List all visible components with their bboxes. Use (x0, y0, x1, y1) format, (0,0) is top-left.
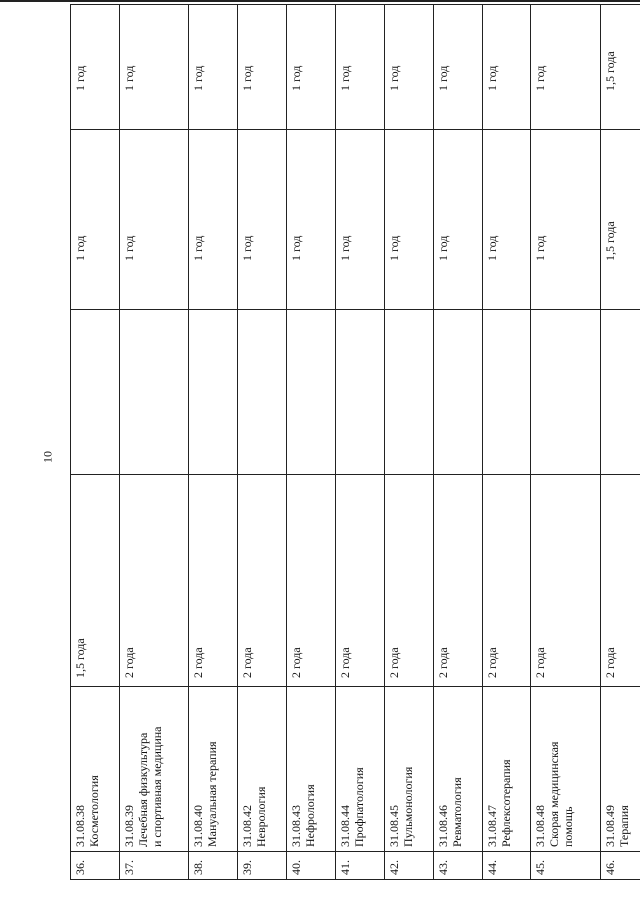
duration-table-wrapper (70, 5, 640, 880)
cell-text: 42. (386, 860, 401, 875)
cell-text: 2 года (240, 647, 255, 678)
cell-text: 2 года (435, 647, 450, 678)
cell-text: 1 год (240, 65, 255, 91)
specialty-code: 31.08.40 (191, 805, 206, 847)
duration-cell-6 (287, 5, 336, 130)
duration-cell-3 (119, 475, 189, 687)
table-row (601, 5, 640, 880)
duration-table (70, 4, 640, 880)
specialty-cell (119, 687, 189, 852)
cell-text: 1 год (121, 235, 136, 261)
table-row (71, 5, 120, 880)
specialty-name: Пульмонология (400, 766, 415, 847)
specialty-cell (287, 687, 336, 852)
page-number: 10 (40, 451, 55, 463)
specialty-cell (238, 687, 287, 852)
table-row (384, 5, 433, 880)
duration-cell-3 (482, 475, 531, 687)
cell-text: 1 год (191, 235, 206, 261)
cell-text: 36. (73, 860, 87, 875)
specialty-code: 31.08.46 (435, 805, 450, 847)
cell-text: 40. (289, 860, 304, 875)
table-row (189, 5, 238, 880)
top-rule (0, 0, 640, 2)
duration-cell-4 (531, 310, 601, 475)
duration-cell-5 (71, 130, 120, 310)
duration-cell-6 (531, 5, 601, 130)
duration-cell-3 (287, 475, 336, 687)
duration-cell-5 (482, 130, 531, 310)
cell-text: 1 год (533, 65, 548, 91)
cell-text: 1,5 года (73, 638, 87, 678)
specialty-name: Профпатология (352, 767, 367, 847)
duration-cell-4 (189, 310, 238, 475)
cell-text: 37. (121, 860, 136, 875)
specialty-cell (531, 687, 601, 852)
table-body (71, 5, 640, 880)
row-number (601, 852, 640, 880)
row-number (433, 852, 482, 880)
table-row (119, 5, 189, 880)
specialty-name: Ревматология (449, 777, 464, 847)
specialty-cell (336, 687, 385, 852)
cell-text: 38. (191, 860, 206, 875)
duration-cell-6 (482, 5, 531, 130)
duration-cell-3 (601, 475, 640, 687)
duration-cell-4 (238, 310, 287, 475)
cell-text: 1 год (191, 65, 206, 91)
cell-text: 1 год (533, 235, 548, 261)
cell-text: 1 год (338, 235, 353, 261)
specialty-name: Мануальная терапия (205, 741, 220, 847)
duration-cell-3 (433, 475, 482, 687)
cell-text: 1,5 года (603, 221, 618, 261)
specialty-code: 31.08.39 (121, 805, 136, 847)
duration-cell-6 (601, 5, 640, 130)
cell-text: 1 год (73, 235, 87, 261)
duration-cell-4 (71, 310, 120, 475)
row-number (238, 852, 287, 880)
duration-cell-5 (336, 130, 385, 310)
duration-cell-5 (384, 130, 433, 310)
specialty-code: 31.08.49 (603, 805, 618, 847)
specialty-cell (71, 687, 120, 852)
row-number (119, 852, 189, 880)
cell-text: 1,5 года (603, 51, 618, 91)
duration-cell-4 (601, 310, 640, 475)
cell-text: 2 года (533, 647, 548, 678)
cell-text: 1 год (289, 235, 304, 261)
specialty-code: 31.08.45 (386, 805, 401, 847)
cell-text: 43. (435, 860, 450, 875)
specialty-code: 31.08.38 (73, 805, 87, 847)
cell-text: 2 года (121, 647, 136, 678)
specialty-name: Нефрология (303, 784, 318, 847)
specialty-cell (189, 687, 238, 852)
duration-cell-3 (531, 475, 601, 687)
table-row (238, 5, 287, 880)
duration-cell-6 (119, 5, 189, 130)
specialty-name: Косметология (87, 775, 101, 847)
duration-cell-6 (336, 5, 385, 130)
duration-cell-5 (601, 130, 640, 310)
duration-cell-6 (238, 5, 287, 130)
specialty-cell (384, 687, 433, 852)
duration-cell-5 (189, 130, 238, 310)
duration-cell-4 (336, 310, 385, 475)
duration-cell-3 (384, 475, 433, 687)
cell-text: 1 год (435, 65, 450, 91)
specialty-code: 31.08.44 (338, 805, 353, 847)
cell-text: 2 года (289, 647, 304, 678)
duration-cell-5 (433, 130, 482, 310)
cell-text: 1 год (435, 235, 450, 261)
cell-text: 1 год (240, 235, 255, 261)
duration-cell-3 (336, 475, 385, 687)
table-row (287, 5, 336, 880)
duration-cell-4 (482, 310, 531, 475)
duration-cell-5 (531, 130, 601, 310)
cell-text: 41. (338, 860, 353, 875)
duration-cell-3 (189, 475, 238, 687)
specialty-code: 31.08.43 (289, 805, 304, 847)
cell-text: 2 года (338, 647, 353, 678)
table-row (531, 5, 601, 880)
cell-text: 2 года (386, 647, 401, 678)
specialty-code: 31.08.42 (240, 805, 255, 847)
cell-text: 39. (240, 860, 255, 875)
specialty-name: Рефлексотерапия (498, 759, 513, 847)
specialty-code: 31.08.47 (484, 805, 499, 847)
duration-cell-5 (119, 130, 189, 310)
specialty-name: Терапия (617, 805, 632, 847)
cell-text: 1 год (484, 65, 499, 91)
duration-cell-5 (238, 130, 287, 310)
row-number (482, 852, 531, 880)
specialty-name: Скорая медицинская помощь (547, 741, 576, 847)
specialty-cell (482, 687, 531, 852)
cell-text: 2 года (603, 647, 618, 678)
specialty-code: 31.08.48 (533, 805, 548, 847)
cell-text: 2 года (484, 647, 499, 678)
duration-cell-6 (71, 5, 120, 130)
cell-text: 46. (603, 860, 618, 875)
cell-text: 1 год (121, 65, 136, 91)
table-row (336, 5, 385, 880)
row-number (384, 852, 433, 880)
specialty-name: Лечебная физкультура и спортивная медицина (135, 726, 164, 847)
duration-cell-3 (238, 475, 287, 687)
duration-cell-4 (384, 310, 433, 475)
cell-text: 1 год (386, 235, 401, 261)
duration-cell-4 (119, 310, 189, 475)
row-number (531, 852, 601, 880)
duration-cell-6 (189, 5, 238, 130)
duration-cell-6 (433, 5, 482, 130)
duration-cell-6 (384, 5, 433, 130)
cell-text: 1 год (338, 65, 353, 91)
specialty-cell (433, 687, 482, 852)
row-number (287, 852, 336, 880)
cell-text: 1 год (484, 235, 499, 261)
cell-text: 44. (484, 860, 499, 875)
table-row (482, 5, 531, 880)
cell-text: 2 года (191, 647, 206, 678)
row-number (189, 852, 238, 880)
cell-text: 1 год (386, 65, 401, 91)
cell-text: 1 год (73, 65, 87, 91)
row-number (71, 852, 120, 880)
cell-text: 1 год (289, 65, 304, 91)
specialty-name: Неврология (254, 786, 269, 847)
duration-cell-4 (433, 310, 482, 475)
specialty-cell (601, 687, 640, 852)
row-number (336, 852, 385, 880)
duration-cell-5 (287, 130, 336, 310)
table-row (433, 5, 482, 880)
duration-cell-4 (287, 310, 336, 475)
cell-text: 45. (533, 860, 548, 875)
duration-cell-3 (71, 475, 120, 687)
